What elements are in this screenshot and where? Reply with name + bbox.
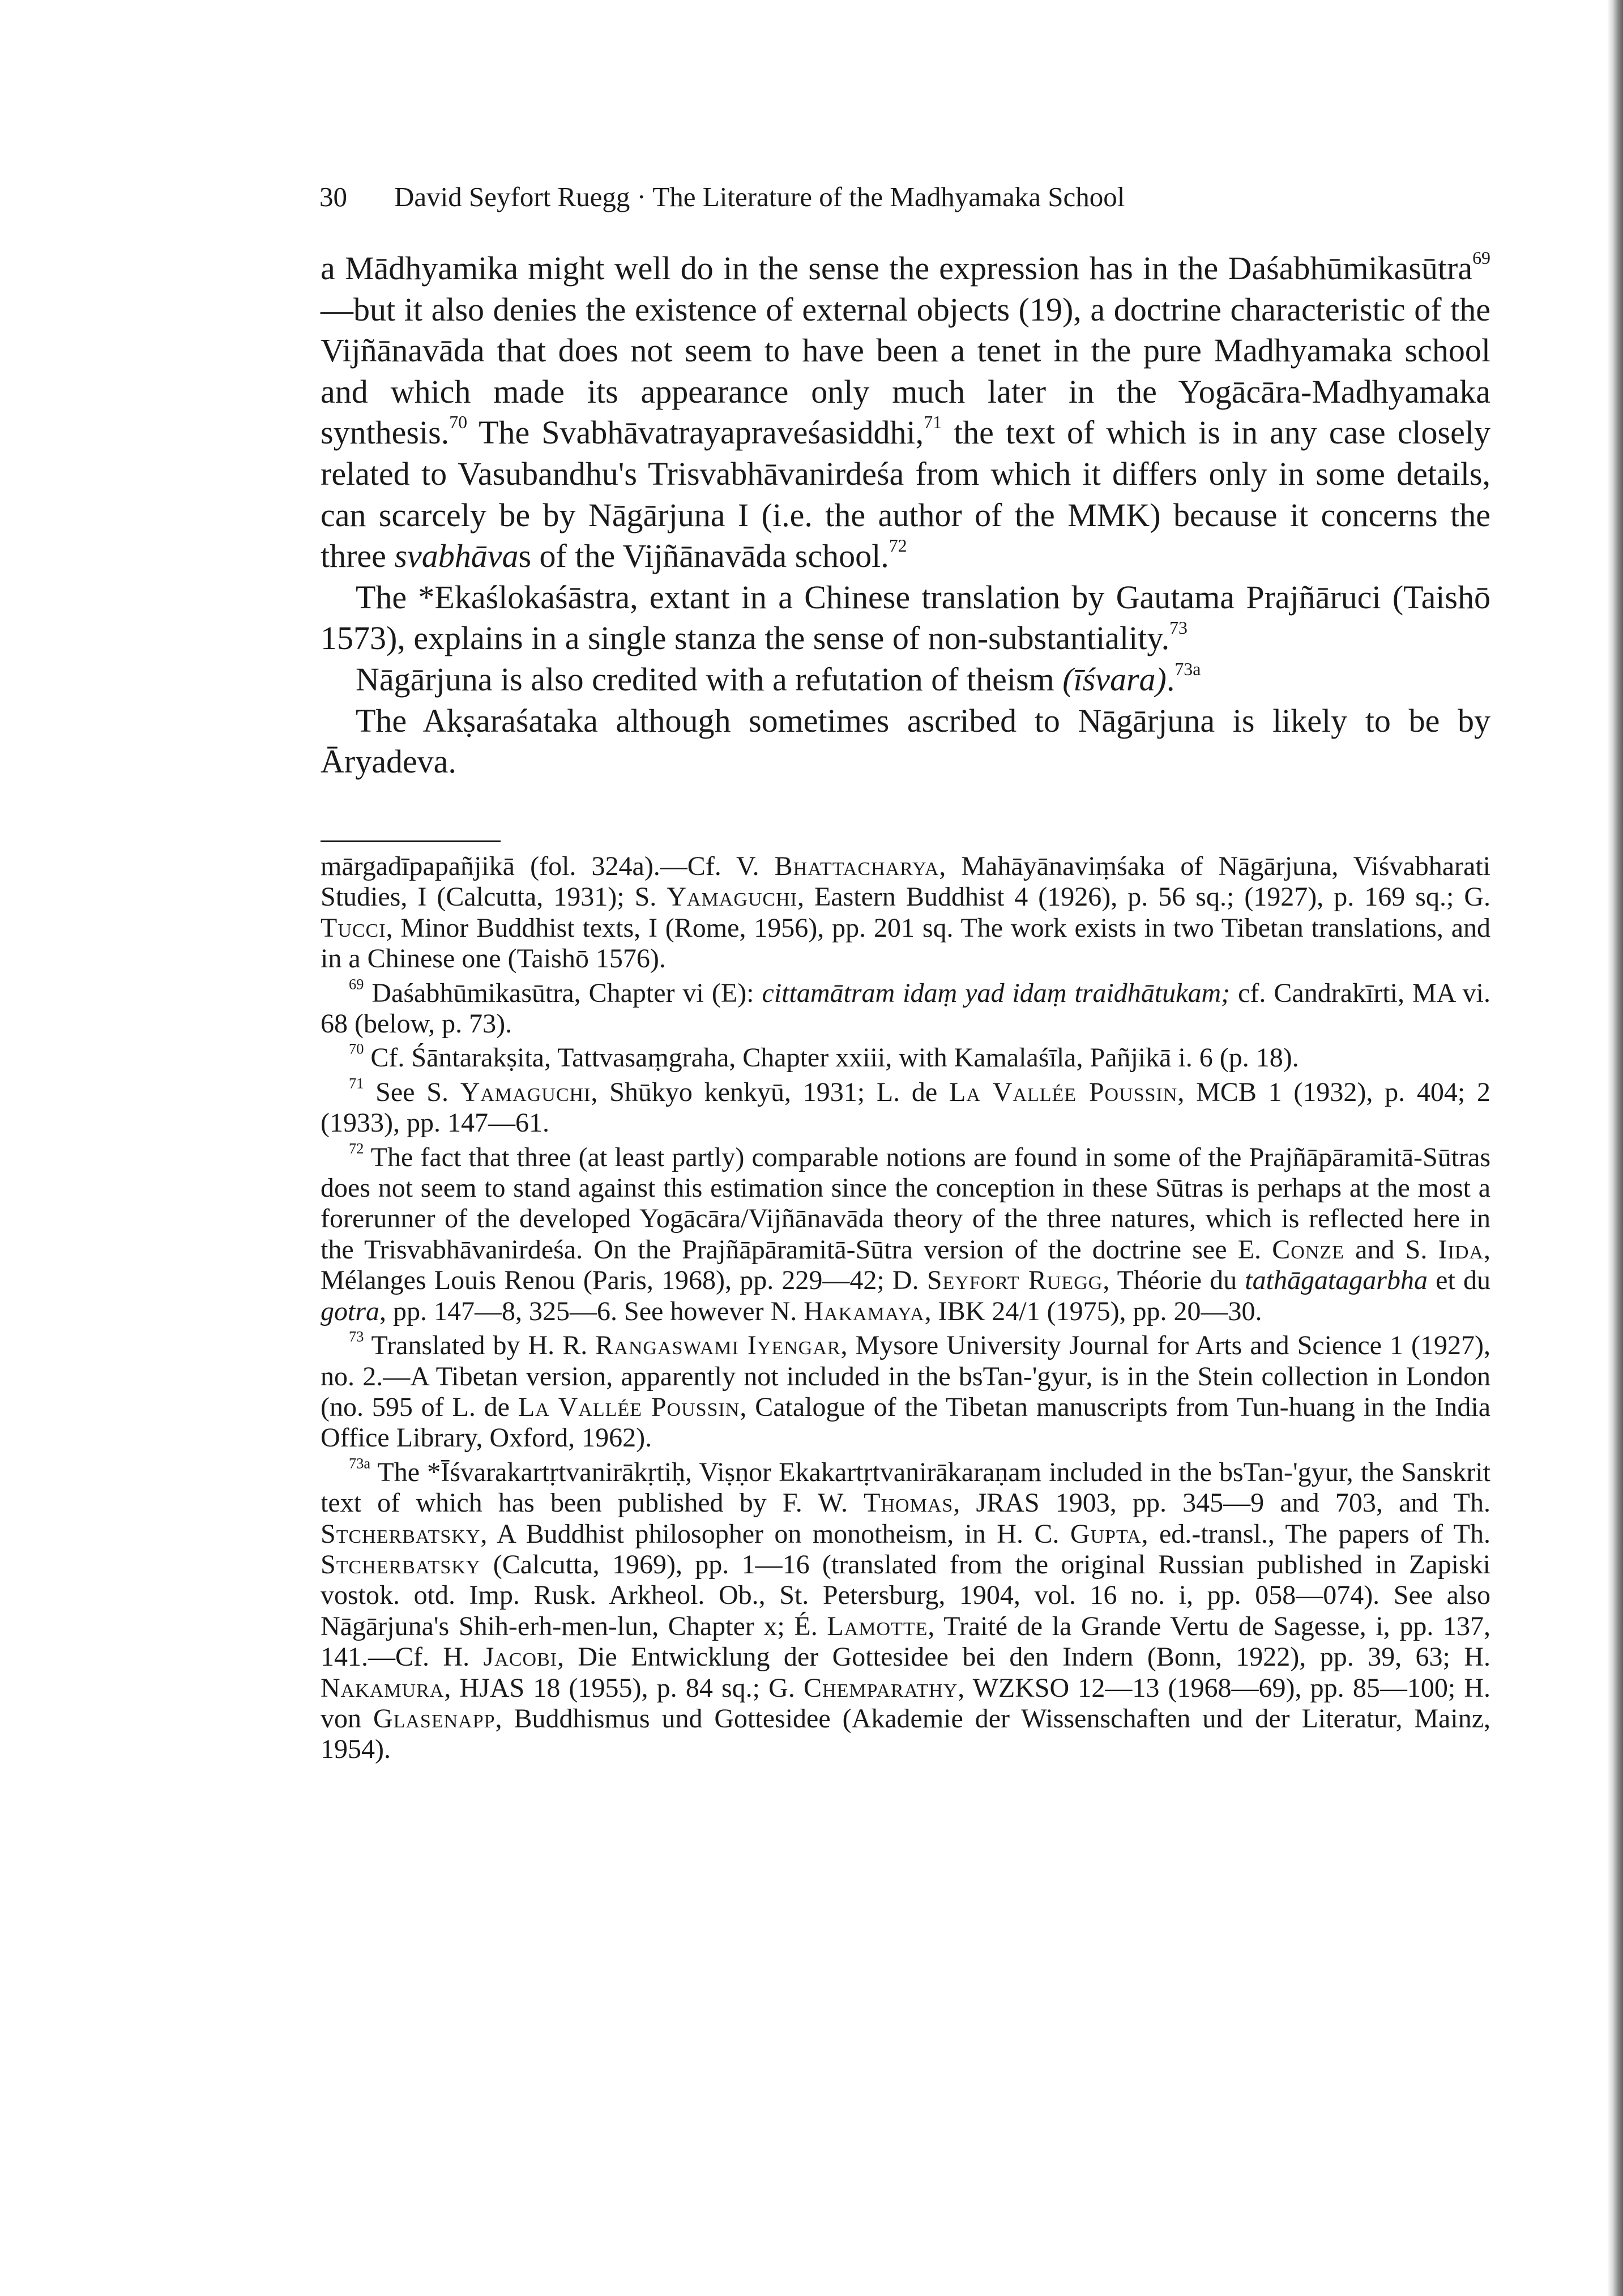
footnote-continued: mārgadīpapañjikā (fol. 324a).—Cf. V. Bhattacharya, Mahāyānaviṃśaka of Nāgārjuna, Viśvabharati Studies, I (Calcutta, 1931); S. Yamaguchi, Eastern Buddhist 4 (1926), p. 56 sq.; (1927), p. 169 sq.; G. Tucci, Minor Buddhist texts, I (Rome, 1956), pp. 201 sq. The work exists in two Tibetan translations, and in a Chinese one (Taishō 1576).	[321, 851, 1490, 974]
footnote-ref-73[interactable]: 73	[1169, 618, 1188, 638]
body-paragraph-3: Nāgārjuna is also credited with a refutation of theism (īśvara).$^{73a}$	[356, 659, 1201, 698]
running-head	[319, 180, 1509, 214]
footnote-ref-73a[interactable]: 73a	[1174, 659, 1201, 679]
footnote-ref-71[interactable]: 71	[924, 412, 942, 433]
footnote-mark: 70	[349, 1040, 364, 1057]
footnote-mark: 71	[349, 1074, 364, 1092]
footnote-mark: 69	[349, 975, 364, 993]
footnote-72: $^{72}$ The fact that three (at least partly) comparable notions are found in some of the Prajñāpāramitā-Sūtras does not seem to stand against this estimation since the conception in these Sūtras is perhaps at the most a forerunner of the developed Yogācāra/Vijñānavāda theory of the three natures, which is reflected here in the Trisvabhāvanirdeśa. On the Prajñāpāramitā-Sūtra version of the doctrine see E. Conze and S. Iida, Mélanges Louis Renou (Paris, 1968), pp. 229—42; D. Seyfort Ruegg, Théorie du tathāgatagarbha et du gotra, pp. 147—8, 325—6. See however N. Hakamaya, IBK 24/1 (1975), pp. 20—30.	[321, 1140, 1491, 1326]
footnote-73a: $^{73a}$ The *Īśvarakartṛtvanirākṛtiḥ, Viṣṇor Ekakartṛtvanirākaraṇam included in the bsTan-'gyur, the Sanskrit text of which has been published by F. W. Thomas, JRAS 1903, pp. 345—9 and 703, and Th. Stcherbatsky, A Buddhist philosopher on monotheism, in H. C. Gupta, ed.-transl., The papers of Th. Stcherbatsky (Calcutta, 1969), pp. 1—16 (translated from the original Russian published in Zapiski vostok. otd. Imp. Rusk. Arkheol. Ob., St. Petersburg, 1904, vol. 16 no. i, pp. 058—074). See also Nāgārjuna's Shih-erh-men-lun, Chapter x; É. Lamotte, Traité de la Grande Vertu de Sagesse, i, pp. 137, 141.—Cf. H. Jacobi, Die Entwicklung der Gottesidee bei den Indern (Bonn, 1922), pp. 39, 63; H. Nakamura, HJAS 18 (1955), p. 84 sq.; G. Chemparathy, WZKSO 12—13 (1968—69), pp. 85—100; H. von Glasenapp, Buddhismus und Gottesidee (Akademie der Wissenschaften und der Literatur, Mainz, 1954).	[321, 1454, 1491, 1765]
body-paragraph-1: a Mādhyamika might well do in the sense the expression has in the Daśabhūmikasūtra$^{69}$—but it also denies the existence of external objects (19), a doctrine characteristic of the Vijñānavāda that does not seem to have been a tenet in the pure Madhyamaka school and which made its appearance only much later in the Yogācāra-Madhyamaka synthesis.$^{70}$ The Svabhāvatrayapraveśasiddhi,$^{71}$ the text of which is in any case closely related to Vasubandhu's Trisvabhāvanirdeśa from which it differs only in some details, can scarcely be by Nāgārjuna I (i.e. the author of the MMK) because it concerns the three svabhāvas of the Vijñānavāda school.$^{72}$	[321, 247, 1490, 575]
footnote-mark: 73	[349, 1328, 364, 1345]
page-number: 30	[319, 181, 347, 212]
main-text	[321, 248, 1490, 783]
footnote-ref-69[interactable]: 69	[1472, 247, 1490, 268]
running-title: David Seyfort Ruegg · The Literature of the Madhyamaka School	[394, 181, 1125, 212]
footnote-mark: 73a	[349, 1454, 371, 1472]
footnote-separator	[321, 840, 501, 842]
footnote-mark: 72	[349, 1140, 364, 1157]
body-paragraph-2: The *Ekaślokaśāstra, extant in a Chinese translation by Gautama Prajñāruci (Taishō 1573), explains in a single stanza the sense of non-substantiality.$^{73}$	[321, 578, 1490, 657]
footnotes	[321, 851, 1490, 1769]
scan-page-edge	[1607, 0, 1623, 2296]
footnote-ref-72[interactable]: 72	[889, 536, 907, 556]
body-paragraph-4: The Akṣaraśataka although sometimes ascribed to Nāgārjuna is likely to be by Āryadeva.	[321, 702, 1490, 780]
footnote-69: $^{69}$ Daśabhūmikasūtra, Chapter vi (E): cittamātram idaṃ yad idaṃ traidhātukam; cf. Candrakīrti, MA vi. 68 (below, p. 73).	[321, 975, 1491, 1039]
footnote-73: $^{73}$ Translated by H. R. Rangaswami Iyengar, Mysore University Journal for Arts and Science 1 (1927), no. 2.—A Tibetan version, apparently not included in the bsTan-'gyur, is in the Stein collection in London (no. 595 of L. de La Vallée Poussin, Catalogue of the Tibetan manuscripts from Tun-huang in the India Office Library, Oxford, 1962).	[321, 1328, 1491, 1453]
footnote-70: $^{70}$ Cf. Śāntarakṣita, Tattvasaṃgraha, Chapter xxiii, with Kamalaśīla, Pañjikā i. 6 (p. 18).	[349, 1040, 1299, 1073]
footnote-ref-70[interactable]: 70	[449, 412, 468, 433]
footnote-71: $^{71}$ See S. Yamaguchi, Shūkyo kenkyū, 1931; L. de La Vallée Poussin, MCB 1 (1932), p. 404; 2 (1933), pp. 147—61.	[321, 1074, 1491, 1138]
